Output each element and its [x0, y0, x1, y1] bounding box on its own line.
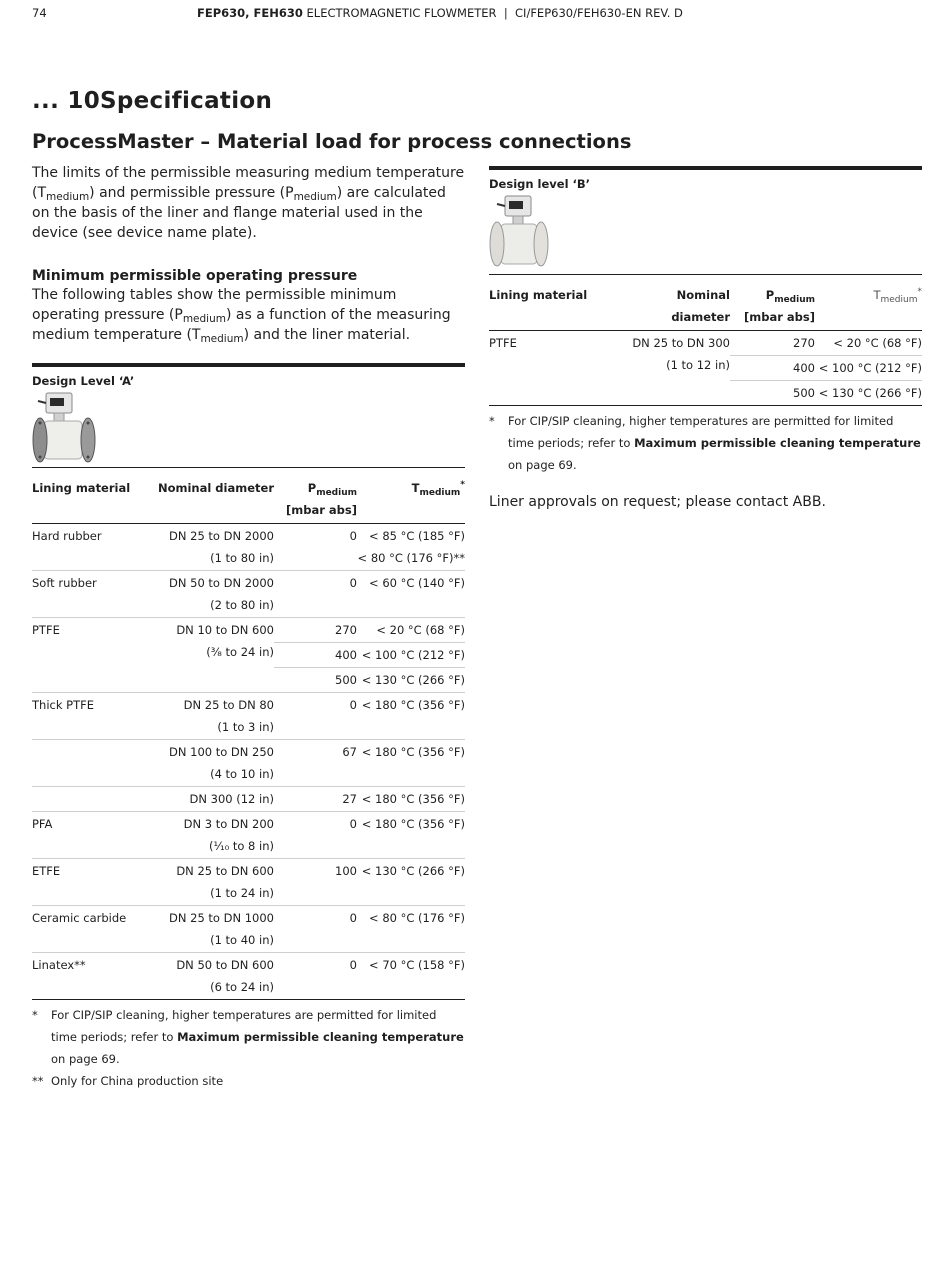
header-pressure: $P_{medium}$ [mbar abs] — [286, 481, 357, 517]
left-column — [32, 163, 465, 1092]
table-header-row — [32, 468, 465, 524]
design-level-b-block — [489, 166, 922, 476]
design-level-a-table — [32, 467, 465, 1000]
doc-models: FEP630, FEH630 — [197, 6, 303, 20]
page-number: 74 — [32, 6, 47, 20]
right-column — [489, 166, 922, 510]
header-nominal-diameter: Nominal diameter — [671, 288, 730, 324]
design-level-b-table — [489, 274, 922, 406]
design-level-a-label: Design Level ‘A’ — [32, 374, 135, 388]
table-row: Thick PTFE DN 25 to DN 80 (1 to 3 in) 0 < 180 °C (356 °F) — [32, 693, 465, 740]
table-row: 400 < 100 °C (212 °F) — [489, 356, 922, 381]
min-pressure-heading: Minimum permissible operating pressure — [32, 268, 358, 284]
table-row: DN 300 (12 in) 27 < 180 °C (356 °F) — [32, 787, 465, 812]
doc-subtitle: ELECTROMAGNETIC FLOWMETER | CI/FEP630/FEH630-EN REV. D — [302, 6, 683, 20]
table-row: Linatex** DN 50 to DN 600 (6 to 24 in) 0 < 70 °C (158 °F) — [32, 953, 465, 1000]
table-row: PTFE DN 25 to DN 300 (1 to 12 in) 270 < 20 °C (68 °F) — [489, 331, 922, 356]
table-row: Soft rubber DN 50 to DN 2000 (2 to 80 in) 0 < 60 °C (140 °F) — [32, 571, 465, 618]
liner-approvals-note: Liner approvals on request; please contact ABB. — [489, 494, 826, 510]
footnote: ** Only for China production site — [32, 1074, 224, 1088]
design-level-b-label: Design level ‘B’ — [489, 177, 591, 191]
flowmeter-a-image — [32, 389, 465, 467]
header-lining-material: Lining material — [32, 481, 131, 495]
header-temperature: $T_{medium}^*$ — [411, 480, 465, 498]
table-a-footnotes — [32, 1004, 465, 1092]
table-row: 400 < 100 °C (212 °F) — [32, 643, 465, 668]
header-temperature: $T_{medium}^*$ — [873, 287, 922, 305]
footnote: * For CIP/SIP cleaning, higher temperatures are permitted for limited time periods; refer to Maximum permissible cleaning temperature on page 69. — [489, 414, 921, 472]
table-row: ETFE DN 25 to DN 600 (1 to 24 in) 100 < 130 °C (266 °F) — [32, 859, 465, 906]
table-row: DN 100 to DN 250 (4 to 10 in) 67 < 180 °C (356 °F) — [32, 740, 465, 787]
min-pressure-paragraph: The following tables show the permissible minimum operating pressure $(P_{medium})$ as a function of the measuring medium temperature $(T_{medium})$ and the liner material. — [32, 287, 451, 345]
chapter-title: ... 10Specification — [32, 88, 273, 114]
page-header — [32, 6, 918, 22]
table-row: PFA DN 3 to DN 200 (¹⁄₁₀ to 8 in) 0 < 180 °C (356 °F) — [32, 812, 465, 859]
table-row: PTFE DN 10 to DN 600 (³⁄₈ to 24 in) 270 < 20 °C (68 °F) — [32, 618, 465, 643]
table-b-footnotes — [489, 410, 922, 476]
footnote: * For CIP/SIP cleaning, higher temperatures are permitted for limited time periods; refer to Maximum permissible cleaning temperature on page 69. — [32, 1008, 464, 1066]
design-level-a-block — [32, 363, 465, 1092]
table-row: Hard rubber DN 25 to DN 2000 (1 to 80 in) 0 < 85 °C (185 °F) < 80 °C (176 °F)** — [32, 524, 465, 571]
table-row: Ceramic carbide DN 25 to DN 1000 (1 to 40 in) 0 < 80 °C (176 °F) — [32, 906, 465, 953]
header-nominal-diameter: Nominal diameter — [157, 481, 274, 495]
table-header-row — [489, 275, 922, 331]
document-title — [197, 6, 683, 20]
section-title: ProcessMaster – Material load for process connections — [32, 130, 632, 153]
flowmeter-a-icon — [32, 389, 102, 465]
table-row: 500 < 130 °C (266 °F) — [32, 668, 465, 693]
header-lining-material: Lining material — [489, 288, 588, 302]
intro-paragraph: The limits of the permissible measuring medium temperature $(T_{medium})$ and permissible pressure $(P_{medium})$ are calculated on the basis of the liner and flange material used in the device (see device name plate). — [32, 165, 465, 241]
table-row: 500 < 130 °C (266 °F) — [489, 381, 922, 406]
flowmeter-b-image — [489, 192, 922, 274]
header-pressure: $P_{medium}$ [mbar abs] — [744, 288, 815, 324]
flowmeter-b-icon — [489, 192, 553, 272]
